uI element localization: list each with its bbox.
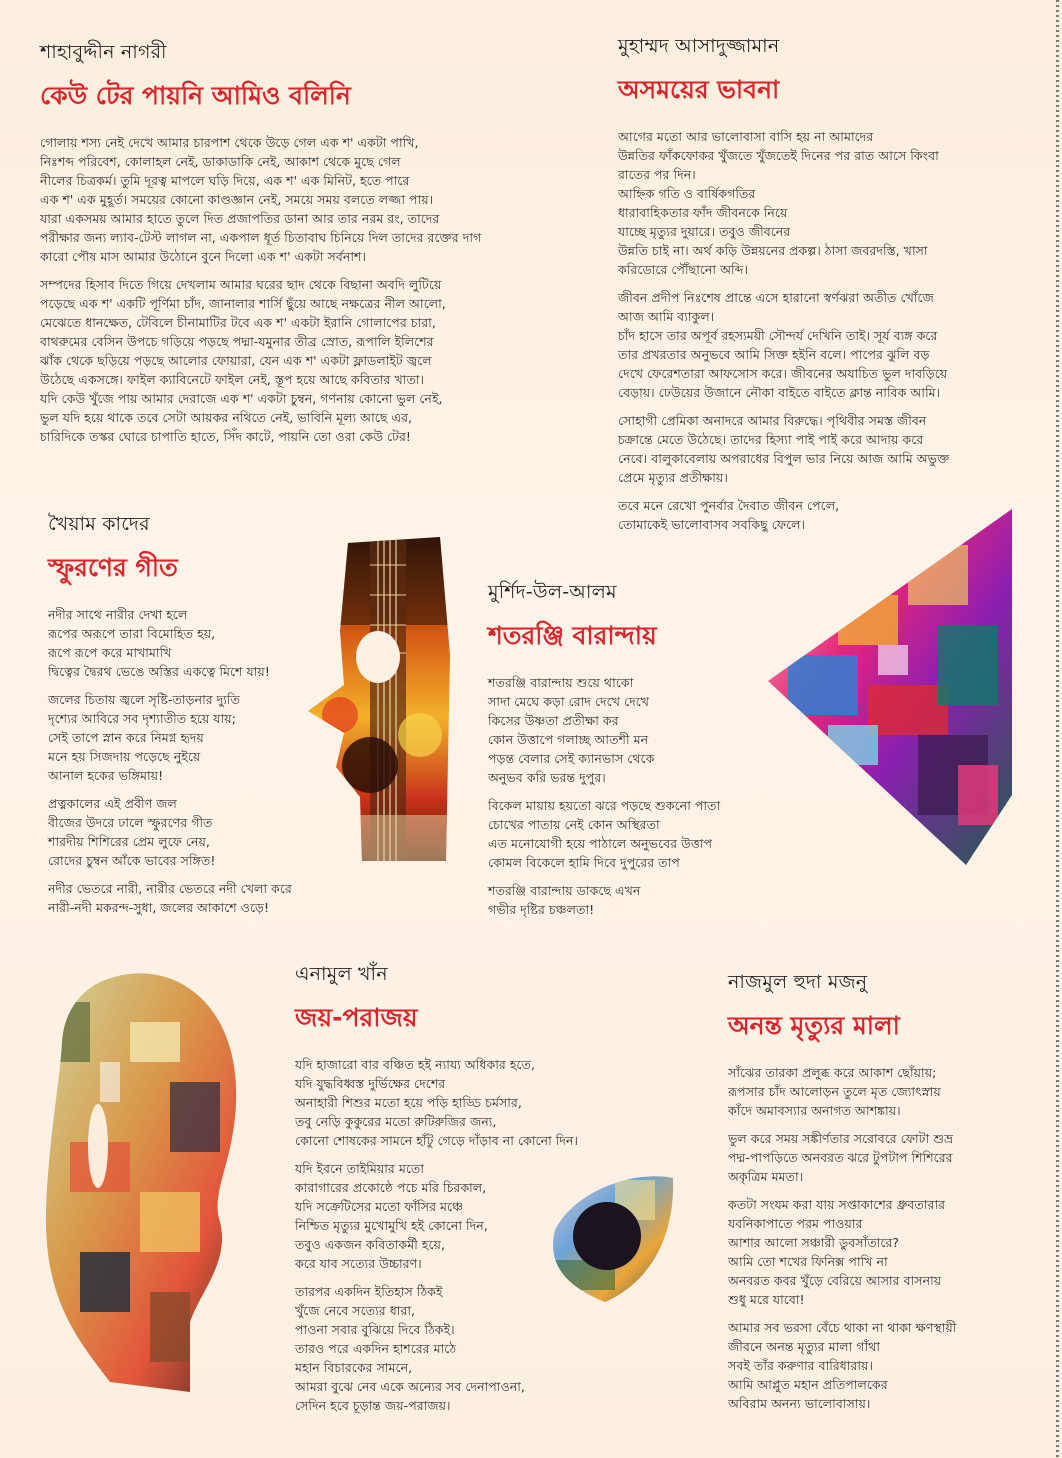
- verse-line: নিঃশব্দ পরিবেশ, কোলাহল নেই, ডাকাডাকি নেই, আকাশ থেকে মুছে গেল: [40, 154, 401, 169]
- poem-enamul-khan: [295, 960, 655, 1424]
- verse-line: যবনিকাপাতে পরম পাওয়ার: [728, 1216, 863, 1231]
- verse-line: কারাগারের প্রকোষ্ঠে পচে মরি চিরকাল,: [295, 1180, 487, 1195]
- stanza: [295, 1282, 655, 1415]
- verse-line: শতরঞ্জি বারান্দায় ডাকছে এখন: [488, 883, 641, 898]
- verse-line: তোমাকেই ভালোবাসব সবকিছু ফেলে।: [618, 517, 806, 532]
- verse-line: সোহাগী প্রেমিকা অনাদরে আমার বিরুদ্ধে। পৃথিবীর সমস্ত জীবন: [618, 413, 927, 428]
- poem-title: স্ফুরণের গীত: [48, 553, 178, 582]
- verse-line: ভুল করে সময় সঙ্কীর্ণতার সরোবরে ফোটা শুভ্র: [728, 1131, 954, 1146]
- verse-line: নদীর ভেতরে নারী, নারীর ভেতরে নদী খেলা করে: [48, 881, 292, 896]
- poet-name: মুহাম্মদ আসাদুজ্জামান: [618, 35, 780, 57]
- verse-line: কাঁদে অমাবস্যার অনাগত আশঙ্কায়।: [728, 1103, 901, 1118]
- verse-line: খুঁজে নেবে সত্যের ধারা,: [295, 1303, 416, 1318]
- verse-line: কতটা সংযম করা যায় সপ্তাকাশের ধ্রুবতারার: [728, 1197, 946, 1212]
- verse-line: কোমল বিকেলে হামি দিবে দুপুরের তাপ: [488, 855, 680, 870]
- poem-title: অসময়ের ভাবনা: [618, 75, 780, 104]
- verse-line: তবুও একজন কবিতাকর্মী হয়ে,: [295, 1237, 445, 1252]
- verse-line: নিশ্চিত মৃত্যুর মুখোমুখি হই কোনো দিন,: [295, 1218, 488, 1233]
- poet-name: এনামুল খাঁন: [295, 963, 388, 985]
- verse-line: শতরঞ্জি বারান্দায় শুয়ে থাকো: [488, 675, 634, 690]
- verse-line: আমরা বুঝে নেব একে অন্যের সব দেনাপাওনা,: [295, 1379, 525, 1394]
- verse-line: উন্নতি চাই না। অর্থ কড়ি উন্নয়নের প্রকল্প। ঠাসা জবরদস্তি, খাসা: [618, 243, 928, 258]
- stanza: [618, 127, 1038, 279]
- page-edge-rule: [1056, 0, 1059, 1458]
- poet-name: শাহাবুদ্দীন নাগরী: [40, 41, 167, 63]
- verse-line: মনে হয় সিজদায় পড়েছে নুইয়ে: [48, 749, 201, 764]
- verse-line: নদীর সাথে নারীর দেখা হলে: [48, 607, 188, 622]
- verse-line: পরীক্ষার জন্য ল্যাব-টেস্ট লাগল না, একপাল ধূর্ত চিতাবাঘ চিনিয়ে দিল তাদের রক্তের দাগ: [40, 230, 482, 245]
- stanza: [728, 1129, 1028, 1186]
- verse-line: আমার সব ভরসা বেঁচে থাকা না থাকা ক্ষণস্থায়ী: [728, 1320, 957, 1335]
- verse-line: আজ আমি ব্যাকুল।: [618, 309, 715, 324]
- stanza: [40, 275, 585, 446]
- stanza: [295, 1055, 655, 1150]
- verse-line: পাওনা সবার বুঝিয়ে দিবে ঠিকই।: [295, 1322, 455, 1337]
- verse-line: সেদিন হবে চূড়ান্ত জয়-পরাজয়।: [295, 1398, 451, 1413]
- verse-line: এত মনোযোগী হয়ে পাঠালে অনুভবের উত্তাপ: [488, 836, 713, 851]
- verse-line: উন্নতির ফাঁকফোকর খুঁজতে খুঁজতেই দিনের পর রাত আসে কিংবা: [618, 148, 939, 163]
- stanza: [728, 1318, 1028, 1413]
- verse-line: যাচ্ছে মৃত্যুর দুয়ারে। তবুও জীবনের: [618, 224, 791, 239]
- verse-line: সাঁঝের তারকা প্রলুব্ধ করে আকাশ ছোঁয়ায়;: [728, 1065, 937, 1080]
- verse-line: অকৃত্রিম মমতা।: [728, 1169, 804, 1184]
- verse-line: মেঝেতে ধানক্ষেত, টেবিলে চীনামাটির টবে এক শ' একটা ইরানি গোলাপের চারা,: [40, 315, 436, 330]
- verse-line: অনুভব করি ভরন্ত দুপুর।: [488, 770, 606, 785]
- verse-line: তার প্রখরতার অনুভবে আমি সিক্ত হইনি বলে। পাপের ঝুলি বড়: [618, 347, 930, 362]
- verse-line: কোনো শোষকের সামনে হাঁটু গেড়ে দাঁড়াব না কোনো দিন।: [295, 1133, 578, 1148]
- stanza: [48, 690, 348, 785]
- verse-line: দ্বিত্বের দ্বৈরথ ভেঙে অস্তির একত্বে মিশে যায়!: [48, 664, 270, 679]
- stanza: [488, 673, 778, 787]
- verse-line: প্রত্নকালের এই প্রবীণ জল: [48, 796, 177, 811]
- stanza: [618, 496, 1038, 534]
- verse-line: জীবন প্রদীপ নিঃশেষ প্রান্তে এসে হারানো স্বর্ণঝরা অতীত খোঁজে: [618, 290, 934, 305]
- verse-line: পড়েছে এক শ' একটি পূর্ণিমা চাঁদ, জানালার শার্সি ছুঁয়ে আছে নক্ষত্রের নীল আলো,: [40, 296, 446, 311]
- poem-nazmul-huda-mojnu: [728, 968, 1028, 1422]
- verse-line: দৃশ্যের আবিরে সব দৃশ্যাতীত হয়ে যায়;: [48, 711, 236, 726]
- verse-line: নেবে। বালুকাবেলায় অপরাধের বিপুল ভার নিয়ে আজ আমি অভুক্ত: [618, 451, 950, 466]
- stanza: [48, 605, 348, 681]
- poet-name: মুর্শিদ-উল-আলম: [488, 581, 617, 603]
- verse-line: গোলায় শস্য নেই দেখে আমার চারপাশ থেকে উড়ে গেল এক শ' একটা পাখি,: [40, 135, 419, 150]
- verse-line: তারপর একদিন ইতিহাস ঠিকই: [295, 1284, 443, 1299]
- poem-title: কেউ টের পায়নি আমিও বলিনি: [40, 81, 351, 110]
- verse-line: প্রেমে মৃত্যুর প্রতীক্ষায়।: [618, 470, 728, 485]
- poem-title: শতরঞ্জি বারান্দায়: [488, 621, 657, 650]
- verse-line: কারো পৌষ মাস আমার উঠোনে বুনে দিলো এক শ' একটা সর্বনাশ।: [40, 249, 366, 264]
- poem-murshid-ul-alam: [488, 578, 778, 928]
- verse-line: তবে মনে রেখো পুনর্বার দৈবাত জীবন পেলে,: [618, 498, 840, 513]
- poem-title: অনন্ত মৃত্যুর মালা: [728, 1011, 900, 1040]
- verse-line: চারিদিকে তস্কর ঘোরে চাপাতি হাতে, সিঁদ কাটে, পায়নি তো ওরা কেউ টের!: [40, 429, 411, 444]
- verse-line: আমি তো শখের ফিনিক্স পাখি না: [728, 1254, 888, 1269]
- verse-line: যদি যুদ্ধবিধ্বস্ত দুর্ভিক্ষের দেশের: [295, 1076, 446, 1091]
- verse-line: আগের মতো আর ভালোবাসা বাসি হয় না আমাদের: [618, 129, 874, 144]
- verse-line: ভুল যদি হয়ে থাকে তবে সেটা আয়কর নথিতে নেই, ভাবিনি মূল্য আছে এর,: [40, 410, 413, 425]
- verse-line: জলের চিতায় জ্বলে সৃষ্টি-তাড়নার দ্যুতি: [48, 692, 240, 707]
- verse-line: আমি আপ্লুত মহান প্রতিপালকের: [728, 1377, 888, 1392]
- verse-line: আশার আলো সঞ্চারী ডুবসাঁতারে?: [728, 1235, 900, 1250]
- poet-name: নাজমুল হুদা মজনু: [728, 971, 868, 993]
- verse-line: কোন উত্তাপে গলাচ্ছ আতশী মন: [488, 732, 649, 747]
- verse-line: রূপসার চাঁদ আলোড়ন তুলে মৃত জ্যোৎস্নায়: [728, 1084, 941, 1099]
- poet-name: খৈয়াম কাদের: [48, 513, 150, 535]
- stanza: [618, 288, 1038, 402]
- verse-line: বাথরুমের বেসিন উপচে গড়িয়ে পড়ছে পদ্মা-যমুনার তীব্র স্রোত, রূপালি ইলিশের: [40, 334, 434, 349]
- verse-line: চাঁদ হাসে তার অপূর্ব রহস্যময়ী সৌন্দর্য দেখিনি তাই। সূর্য ব্যঙ্গ করে: [618, 328, 938, 343]
- verse-line: ঝাঁক থেকে ছড়িয়ে পড়ছে আলোর ফোয়ারা, যেন এক শ' একটা ফ্লাডলাইট জ্বলে: [40, 353, 432, 368]
- poem-shahabuddin-nagari: [40, 38, 585, 455]
- verse-line: যারা একসময় আমার হাতে তুলে দিত প্রজাপতির ডানা আর তার নরম রং, তাদের: [40, 211, 440, 226]
- verse-line: রোদের চুম্বন আঁকে ভাবের সঙ্গিত!: [48, 853, 216, 868]
- verse-line: যদি কেউ খুঁজে পায় আমার দেরাজে এক শ' একটা চুম্বন, গণনায় কোনো ভুল নেই,: [40, 391, 443, 406]
- verse-line: মহান বিচারকের সামনে,: [295, 1360, 413, 1375]
- abstract-head-artwork: [40, 962, 250, 1402]
- verse-line: পড়ন্ত বেলার সেই ক্যানভাস থেকে: [488, 751, 655, 766]
- verse-line: নীলের চিত্রকর্ম। তুমি দূরত্ব মাপলে ঘড়ি দিয়ে, এক শ' এক মিনিট, হতে পারে: [40, 173, 410, 188]
- poem-muhammad-asaduzzaman: [618, 32, 1038, 543]
- verse-line: যদি সক্রেটিসের মতো ফাঁসির মঞ্চে: [295, 1199, 464, 1214]
- verse-line: চক্রান্তে মেতে উঠেছে। তাদের হিস্যা পাই পাই করে আদায় করে: [618, 432, 924, 447]
- verse-line: রূপে রূপে করে মাখামাখি: [48, 645, 172, 660]
- verse-line: নারী-নদী মকরন্দ-সুধা, জলের আকাশে ওড়ে!: [48, 900, 270, 915]
- verse-line: ধারাবাহিকতার ফাঁদ জীবনকে নিয়ে: [618, 205, 788, 220]
- verse-line: দেখে ফেরেশতারা আফসোস করে। জীবনের অযাচিত ভুল দাবড়িয়ে: [618, 366, 948, 381]
- poem-title: জয়-পরাজয়: [295, 1003, 418, 1032]
- stanza: [488, 881, 778, 919]
- verse-line: সাদা মেঘে কড়া রোদ দেখে দেখে: [488, 694, 650, 709]
- verse-line: কিসের উষ্ণতা প্রতীক্ষা কর: [488, 713, 619, 728]
- stanza: [48, 879, 348, 917]
- verse-line: সেই তাপে স্নান করে নিমগ্ন হৃদয়: [48, 730, 204, 745]
- verse-line: শারদীয় শিশিরের প্রেম লুফে নেয়,: [48, 834, 210, 849]
- stanza: [40, 133, 585, 266]
- verse-line: যদি হাজারো বার বঞ্চিত হই ন্যায্য অধিকার হতে,: [295, 1057, 535, 1072]
- verse-line: তবু নেড়ি কুকুরের মতো রুটিরুজির জন্য,: [295, 1114, 497, 1129]
- verse-line: শুধু মরে যাবো!: [728, 1292, 805, 1307]
- verse-line: করিডোরে পৌঁছানো অব্দি।: [618, 262, 748, 277]
- verse-line: বেড়ায়। ঢেউয়ের উজানে নৌকা বাইতে বাইতে ক্লান্ত নাবিক আমি।: [618, 385, 941, 400]
- verse-line: বীজের উদরে ঢালে স্ফুরণের গীত: [48, 815, 213, 830]
- verse-line: চোখের পাতায় নেই কোন অস্থিরতা: [488, 817, 660, 832]
- poem-khaiyam-kader: [48, 510, 348, 926]
- verse-line: পদ্ম-পাপড়িতে অনবরত ঝরে টুপটাপ শিশিরের: [728, 1150, 953, 1165]
- verse-line: বিকেল মায়ায় হয়তো ঝরে পড়ছে শুকনো পাতা: [488, 798, 721, 813]
- stanza: [295, 1159, 655, 1273]
- verse-line: আনাল হকের ভঙ্গিমায়!: [48, 768, 164, 783]
- verse-line: এক শ' এক মুহূর্ত। সময়ের কোনো কাণ্ডজ্ঞান নেই, সময়ে সময় বলতে লজ্জা পায়।: [40, 192, 434, 207]
- verse-line: অবিরাম অনন্য ভালোবাসায়।: [728, 1396, 871, 1411]
- verse-line: গভীর দৃষ্টির চঞ্চলতা!: [488, 902, 595, 917]
- stanza: [728, 1195, 1028, 1309]
- verse-line: আহ্নিক গতি ও বার্ষিকগতির: [618, 186, 756, 201]
- verse-line: উঠেছে একসঙ্গে। ফাইল ক্যাবিনেটে ফাইল নেই, স্তূপ হয়ে আছে কবিতার খাতা।: [40, 372, 424, 387]
- verse-line: রূপের অরূপে তারা বিমোহিত হয়,: [48, 626, 216, 641]
- verse-line: করে যাব সত্যের উচ্চারণ।: [295, 1256, 422, 1271]
- verse-line: যদি ইবনে তাইমিয়ার মতো: [295, 1161, 425, 1176]
- stanza: [488, 796, 778, 872]
- verse-line: অনাহারী শিশুর মতো হয়ে পড়ি হাড্ডি চর্মসার,: [295, 1095, 522, 1110]
- verse-line: রাতের পর দিন।: [618, 167, 696, 182]
- verse-line: অনবরত কবর খুঁড়ে বেরিয়ে আসার বাসনায়: [728, 1273, 942, 1288]
- verse-line: সবই তাঁর করুণার বারিধারায়।: [728, 1358, 873, 1373]
- verse-line: সম্পদের হিসাব দিতে গিয়ে দেখলাম আমার ঘরের ছাদ থেকে বিছানা অবদি লুটিয়ে: [40, 277, 442, 292]
- verse-line: তারও পরে একদিন হাশরের মাঠে: [295, 1341, 457, 1356]
- verse-line: জীবনে অনন্ত মৃত্যুর মালা গাঁথা: [728, 1339, 880, 1354]
- stanza: [728, 1063, 1028, 1120]
- stanza: [618, 411, 1038, 487]
- stanza: [48, 794, 348, 870]
- colorful-abstract-artwork: [768, 505, 1014, 867]
